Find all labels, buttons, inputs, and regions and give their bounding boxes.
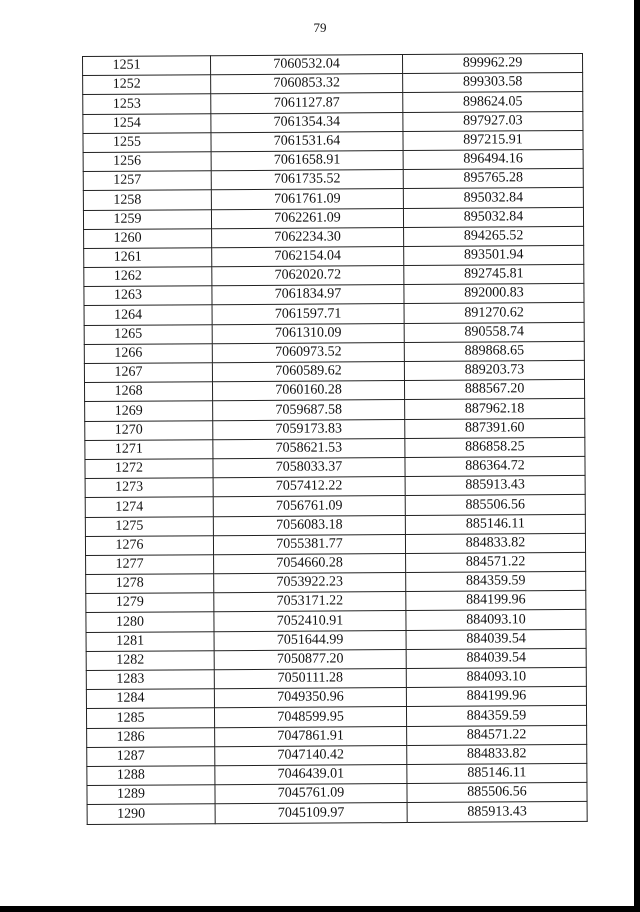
y-coordinate-cell: 885146.11: [405, 514, 585, 534]
y-coordinate-cell: 893501.94: [404, 245, 584, 265]
y-coordinate-cell: 899303.58: [403, 73, 583, 93]
point-id-cell: 1284: [86, 689, 214, 709]
coordinate-table-body: [83, 53, 588, 824]
x-coordinate-cell: 7060160.28: [212, 381, 404, 401]
x-coordinate-cell: 7061127.87: [211, 93, 403, 113]
table-row: [83, 111, 583, 133]
x-coordinate-cell: 7060532.04: [211, 55, 403, 75]
table-row: [84, 341, 584, 363]
x-coordinate-cell: 7062234.30: [212, 227, 404, 247]
x-coordinate-cell: 7048599.95: [214, 707, 406, 727]
point-id-cell: 1259: [83, 209, 211, 229]
table-row: [85, 514, 585, 536]
y-coordinate-cell: 884039.54: [406, 648, 586, 668]
table-row: [87, 802, 587, 824]
point-id-cell: 1262: [84, 267, 212, 287]
x-coordinate-cell: 7046439.01: [215, 764, 407, 784]
y-coordinate-cell: 892000.83: [404, 284, 584, 304]
x-coordinate-cell: 7058033.37: [213, 457, 405, 477]
x-coordinate-cell: 7051644.99: [214, 630, 406, 650]
table-row: [84, 284, 584, 306]
table-row: [83, 169, 583, 191]
x-coordinate-cell: 7059687.58: [213, 400, 405, 420]
x-coordinate-cell: 7056083.18: [213, 515, 405, 535]
point-id-cell: 1271: [85, 439, 213, 459]
point-id-cell: 1263: [84, 286, 212, 306]
point-id-cell: 1278: [86, 574, 214, 594]
y-coordinate-cell: 885913.43: [405, 476, 585, 496]
table-row: [85, 495, 585, 517]
point-id-cell: 1273: [85, 478, 213, 498]
y-coordinate-cell: 884833.82: [405, 533, 585, 553]
y-coordinate-cell: 898624.05: [403, 92, 583, 112]
point-id-cell: 1253: [83, 94, 211, 114]
x-coordinate-cell: 7061531.64: [211, 131, 403, 151]
x-coordinate-cell: 7061658.91: [211, 150, 403, 170]
x-coordinate-cell: 7059173.83: [213, 419, 405, 439]
point-id-cell: 1254: [83, 113, 211, 133]
y-coordinate-cell: 887962.18: [405, 399, 585, 419]
x-coordinate-cell: 7045109.97: [215, 803, 407, 823]
y-coordinate-cell: 895032.84: [403, 188, 583, 208]
table-row: [84, 265, 584, 287]
y-coordinate-cell: 884833.82: [407, 744, 587, 764]
table-row: [84, 226, 584, 248]
table-row: [83, 92, 583, 114]
table-row: [85, 418, 585, 440]
table-row: [83, 53, 583, 75]
x-coordinate-cell: 7056761.09: [213, 496, 405, 516]
y-coordinate-cell: 892745.81: [404, 265, 584, 285]
table-row: [87, 763, 587, 785]
y-coordinate-cell: 884199.96: [406, 687, 586, 707]
x-coordinate-cell: 7053922.23: [214, 573, 406, 593]
point-id-cell: 1290: [87, 804, 215, 824]
point-id-cell: 1258: [83, 190, 211, 210]
x-coordinate-cell: 7062261.09: [211, 208, 403, 228]
point-id-cell: 1252: [83, 75, 211, 95]
point-id-cell: 1255: [83, 132, 211, 152]
y-coordinate-cell: 884093.10: [406, 610, 586, 630]
table-row: [87, 725, 587, 747]
x-coordinate-cell: 7061354.34: [211, 112, 403, 132]
y-coordinate-cell: 885506.56: [405, 495, 585, 515]
table-row: [86, 706, 586, 728]
x-coordinate-cell: 7047140.42: [215, 745, 407, 765]
x-coordinate-cell: 7061597.71: [212, 304, 404, 324]
y-coordinate-cell: 885506.56: [407, 783, 587, 803]
x-coordinate-cell: 7047861.91: [215, 726, 407, 746]
y-coordinate-cell: 889868.65: [404, 341, 584, 361]
table-row: [85, 476, 585, 498]
table-row: [84, 322, 584, 344]
x-coordinate-cell: 7055381.77: [213, 534, 405, 554]
x-coordinate-cell: 7061761.09: [211, 189, 403, 209]
y-coordinate-cell: 884199.96: [406, 591, 586, 611]
table-row: [85, 533, 585, 555]
point-id-cell: 1272: [85, 459, 213, 479]
table-row: [85, 399, 585, 421]
x-coordinate-cell: 7050111.28: [214, 669, 406, 689]
table-row: [83, 73, 583, 95]
point-id-cell: 1281: [86, 631, 214, 651]
x-coordinate-cell: 7062154.04: [212, 246, 404, 266]
table-row: [83, 188, 583, 210]
y-coordinate-cell: 886364.72: [405, 456, 585, 476]
y-coordinate-cell: 890558.74: [404, 322, 584, 342]
point-id-cell: 1283: [86, 670, 214, 690]
table-row: [84, 303, 584, 325]
x-coordinate-cell: 7061735.52: [211, 170, 403, 190]
point-id-cell: 1270: [85, 420, 213, 440]
y-coordinate-cell: 895765.28: [403, 169, 583, 189]
point-id-cell: 1266: [84, 344, 212, 364]
point-id-cell: 1265: [84, 324, 212, 344]
point-id-cell: 1288: [87, 766, 215, 786]
x-coordinate-cell: 7060973.52: [212, 342, 404, 362]
x-coordinate-cell: 7062020.72: [212, 266, 404, 286]
table-row: [84, 380, 584, 402]
table-row: [83, 130, 583, 152]
point-id-cell: 1285: [86, 708, 214, 728]
point-id-cell: 1289: [87, 785, 215, 805]
point-id-cell: 1277: [86, 555, 214, 575]
table-row: [86, 552, 586, 574]
x-coordinate-cell: 7050877.20: [214, 649, 406, 669]
table-row: [84, 360, 584, 382]
x-coordinate-cell: 7049350.96: [214, 688, 406, 708]
point-id-cell: 1257: [83, 171, 211, 191]
y-coordinate-cell: 884359.59: [406, 571, 586, 591]
y-coordinate-cell: 891270.62: [404, 303, 584, 323]
x-coordinate-cell: 7060853.32: [211, 74, 403, 94]
point-id-cell: 1264: [84, 305, 212, 325]
y-coordinate-cell: 895032.84: [403, 207, 583, 227]
y-coordinate-cell: 885146.11: [407, 763, 587, 783]
table-row: [86, 591, 586, 613]
point-id-cell: 1279: [86, 593, 214, 613]
x-coordinate-cell: 7045761.09: [215, 784, 407, 804]
y-coordinate-cell: 896494.16: [403, 149, 583, 169]
table-row: [86, 667, 586, 689]
point-id-cell: 1275: [85, 516, 213, 536]
table-row: [87, 783, 587, 805]
x-coordinate-cell: 7061310.09: [212, 323, 404, 343]
point-id-cell: 1260: [84, 228, 212, 248]
x-coordinate-cell: 7061834.97: [212, 285, 404, 305]
y-coordinate-cell: 887391.60: [405, 418, 585, 438]
point-id-cell: 1280: [86, 612, 214, 632]
table-row: [86, 629, 586, 651]
y-coordinate-cell: 897927.03: [403, 111, 583, 131]
x-coordinate-cell: 7052410.91: [214, 611, 406, 631]
y-coordinate-cell: 897215.91: [403, 130, 583, 150]
x-coordinate-cell: 7060589.62: [212, 362, 404, 382]
point-id-cell: 1268: [84, 382, 212, 402]
y-coordinate-cell: 889203.73: [404, 360, 584, 380]
point-id-cell: 1274: [85, 497, 213, 517]
coordinate-table: [82, 53, 588, 825]
point-id-cell: 1286: [87, 727, 215, 747]
point-id-cell: 1269: [85, 401, 213, 421]
point-id-cell: 1282: [86, 651, 214, 671]
point-id-cell: 1287: [87, 746, 215, 766]
y-coordinate-cell: 899962.29: [402, 53, 582, 73]
point-id-cell: 1261: [84, 248, 212, 268]
y-coordinate-cell: 894265.52: [404, 226, 584, 246]
x-coordinate-cell: 7053171.22: [214, 592, 406, 612]
y-coordinate-cell: 884093.10: [406, 667, 586, 687]
x-coordinate-cell: 7054660.28: [214, 553, 406, 573]
table-row: [83, 207, 583, 229]
y-coordinate-cell: 886858.25: [405, 437, 585, 457]
page-number: 79: [313, 20, 327, 35]
table-row: [87, 744, 587, 766]
y-coordinate-cell: 884039.54: [406, 629, 586, 649]
table-row: [86, 610, 586, 632]
table-row: [84, 245, 584, 267]
point-id-cell: 1256: [83, 152, 211, 172]
y-coordinate-cell: 884359.59: [406, 706, 586, 726]
point-id-cell: 1276: [85, 535, 213, 555]
table-row: [86, 571, 586, 593]
x-coordinate-cell: 7057412.22: [213, 477, 405, 497]
y-coordinate-cell: 888567.20: [404, 380, 584, 400]
table-row: [83, 149, 583, 171]
table-row: [85, 456, 585, 478]
point-id-cell: 1267: [84, 363, 212, 383]
table-row: [85, 437, 585, 459]
x-coordinate-cell: 7058621.53: [213, 438, 405, 458]
y-coordinate-cell: 884571.22: [406, 552, 586, 572]
point-id-cell: 1251: [83, 56, 211, 76]
y-coordinate-cell: 885913.43: [407, 802, 587, 822]
table-row: [86, 648, 586, 670]
y-coordinate-cell: 884571.22: [407, 725, 587, 745]
table-row: [86, 687, 586, 709]
